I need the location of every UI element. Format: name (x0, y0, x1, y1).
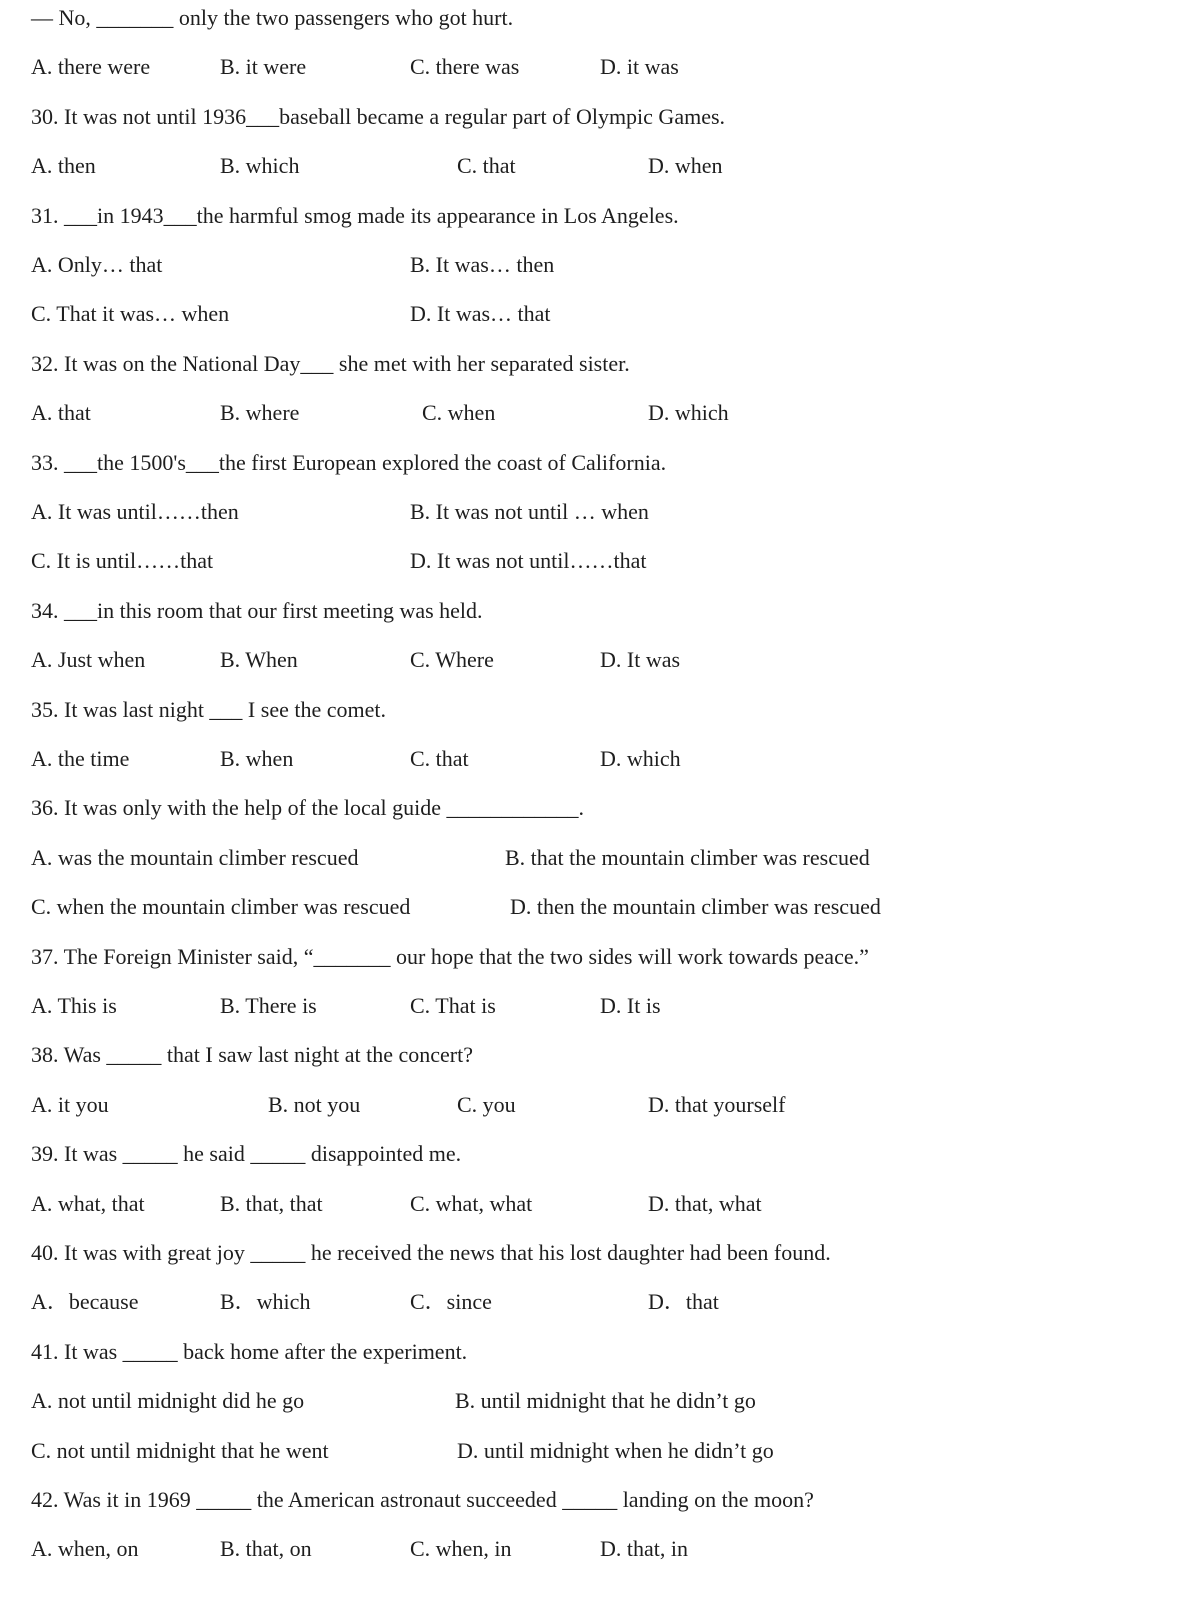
answer-option: A．because (31, 1289, 139, 1314)
question-stem: 37. The Foreign Minister said, “_______ our hope that the two sides will work towards peace.” (31, 944, 869, 969)
answer-option: C. when, in (410, 1536, 512, 1561)
answer-option: B. which (220, 153, 300, 178)
question-stem: — No, _______ only the two passengers who got hurt. (31, 5, 514, 30)
answer-option: C. when (422, 400, 496, 425)
answer-option: D. that yourself (648, 1092, 786, 1117)
answer-option: C. what, what (410, 1191, 533, 1216)
question-stem: 38. Was _____ that I saw last night at the concert? (31, 1042, 473, 1067)
answer-option: D. which (648, 400, 729, 425)
question-stem: 33. ___the 1500's___the first European explored the coast of California. (31, 450, 667, 475)
question-stem: 40. It was with great joy _____ he received the news that his lost daughter had been found. (31, 1240, 831, 1265)
answer-option: C. not until midnight that he went (31, 1438, 329, 1463)
answer-option: B. There is (220, 993, 317, 1018)
question-stem: 41. It was _____ back home after the experiment. (31, 1339, 468, 1364)
answer-option: C. that (410, 746, 469, 771)
answer-option: A. that (31, 400, 91, 425)
answer-option: D. when (648, 153, 723, 178)
answer-option: B. when (220, 746, 294, 771)
answer-option: D. which (600, 746, 681, 771)
answer-option: B．which (220, 1289, 311, 1314)
answer-option: C. there was (410, 54, 520, 79)
answer-option: B. not you (268, 1092, 361, 1117)
question-stem: 34. ___in this room that our first meeting was held. (31, 598, 483, 623)
question-stem: 32. It was on the National Day___ she met with her separated sister. (31, 351, 630, 376)
answer-option: B. where (220, 400, 300, 425)
question-stem: 42. Was it in 1969 _____ the American astronaut succeeded _____ landing on the moon? (31, 1487, 814, 1512)
answer-option: D. It was not until……that (410, 548, 647, 573)
answer-option: D. it was (600, 54, 679, 79)
answer-option: B. It was not until … when (410, 499, 649, 524)
question-stem: 39. It was _____ he said _____ disappointed me. (31, 1141, 462, 1166)
answer-option: D. then the mountain climber was rescued (510, 894, 881, 919)
answer-option: D．that (648, 1289, 719, 1314)
answer-option: B. until midnight that he didn’t go (455, 1388, 756, 1413)
answer-option: D. until midnight when he didn’t go (457, 1438, 774, 1463)
answer-option: D. It is (600, 993, 661, 1018)
answer-option: C. when the mountain climber was rescued (31, 894, 411, 919)
answer-option: B. It was… then (410, 252, 555, 277)
answer-option: A. was the mountain climber rescued (31, 845, 359, 870)
answer-option: A. then (31, 153, 96, 178)
answer-option: A. This is (31, 993, 117, 1018)
answer-option: C. It is until……that (31, 548, 214, 573)
question-stem: 36. It was only with the help of the local guide ____________. (31, 795, 584, 820)
answer-option: C. Where (410, 647, 494, 672)
answer-option: A. the time (31, 746, 130, 771)
answer-option: B. it were (220, 54, 307, 79)
answer-option: A. Only… that (31, 252, 163, 277)
answer-option: D. It was… that (410, 301, 551, 326)
answer-option: A. there were (31, 54, 151, 79)
answer-option: A. Just when (31, 647, 146, 672)
answer-option: C. That is (410, 993, 496, 1018)
answer-option: A. what, that (31, 1191, 145, 1216)
answer-option: C. That it was… when (31, 301, 230, 326)
answer-option: A. when, on (31, 1536, 139, 1561)
answer-option: C. you (457, 1092, 516, 1117)
answer-option: B. that, on (220, 1536, 312, 1561)
answer-option: D. It was (600, 647, 681, 672)
answer-option: B. When (220, 647, 298, 672)
answer-option: A. not until midnight did he go (31, 1388, 305, 1413)
answer-option: D. that, in (600, 1536, 688, 1561)
question-stem: 30. It was not until 1936___baseball became a regular part of Olympic Games. (31, 104, 726, 129)
answer-option: A. It was until……then (31, 499, 239, 524)
answer-option: D. that, what (648, 1191, 762, 1216)
answer-option: B. that, that (220, 1191, 323, 1216)
question-stem: 35. It was last night ___ I see the comet. (31, 697, 386, 722)
answer-option: A. it you (31, 1092, 109, 1117)
question-stem: 31. ___in 1943___the harmful smog made its appearance in Los Angeles. (31, 203, 679, 228)
answer-option: C．since (410, 1289, 492, 1314)
answer-option: B. that the mountain climber was rescued (505, 845, 870, 870)
answer-option: C. that (457, 153, 516, 178)
